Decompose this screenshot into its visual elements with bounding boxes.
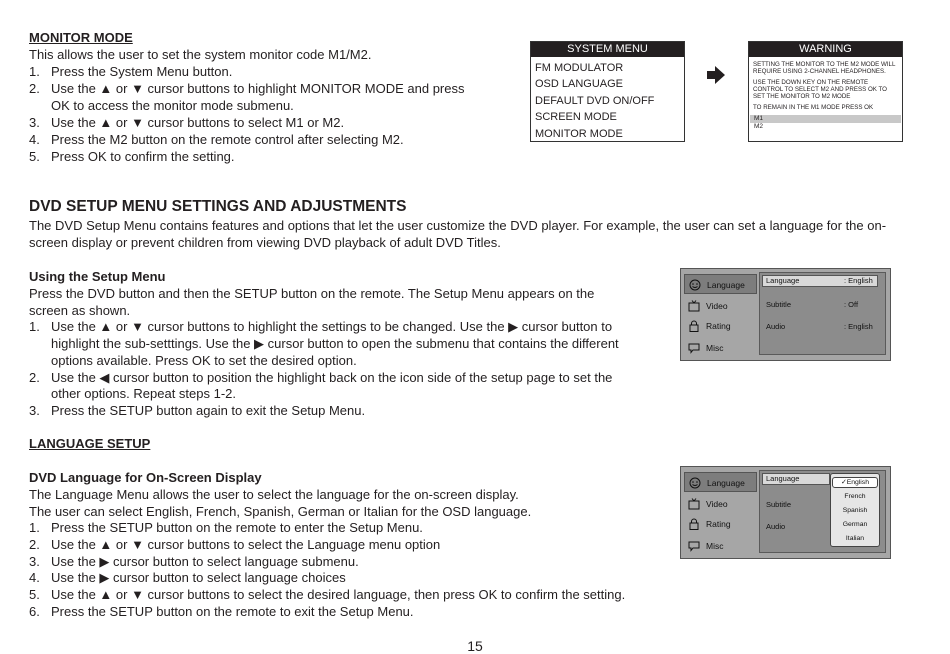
step-number: 4.: [29, 132, 40, 147]
tv-icon: [688, 300, 700, 312]
sidebar-item-label: Misc: [706, 343, 724, 353]
warning-figure: [748, 41, 903, 142]
step-number: 3.: [29, 115, 40, 130]
step-text: Use the ▶ cursor button to select language submenu.: [51, 554, 359, 569]
system-menu-item: SCREEN MODE: [535, 111, 617, 124]
step-number: 5.: [29, 587, 40, 602]
sidebar-item-label: Misc: [706, 541, 724, 551]
setting-label: Language: [766, 474, 800, 483]
system-menu-title: SYSTEM MENU: [531, 42, 684, 57]
step-number: 2.: [29, 537, 40, 552]
step-number: 1.: [29, 64, 40, 79]
step-number: 5.: [29, 149, 40, 164]
osd-language-heading: DVD Language for On-Screen Display: [29, 470, 262, 485]
step-text: Use the ▶ cursor button to select language choices: [51, 570, 346, 585]
step-text: Press the SETUP button on the remote to exit the Setup Menu.: [51, 604, 414, 619]
sidebar-item-label: Rating: [706, 321, 731, 331]
setting-value: : Off: [844, 300, 859, 309]
page-number: 15: [467, 638, 483, 654]
sidebar-item-rating: [684, 514, 757, 534]
dropdown-option: Spanish: [842, 507, 868, 514]
setting-value: : English: [844, 276, 873, 285]
tv-icon: [688, 498, 700, 510]
setting-label: Audio: [766, 322, 786, 331]
setting-label: Language: [766, 276, 800, 285]
lock-icon: [688, 320, 700, 332]
step-text: options available. Press OK to set the desired option.: [51, 353, 357, 368]
sidebar-item-label: Rating: [706, 519, 731, 529]
step-text: Use the ▲ or ▼ cursor buttons to select M1 or M2.: [51, 115, 345, 130]
setup-menu-panel: [759, 470, 886, 553]
sidebar-item-language: [684, 274, 757, 294]
step-text: Use the ◀ cursor button to position the highlight back on the icon side of the setup page to set the: [51, 370, 613, 385]
step-text: OK to access the monitor mode submenu.: [51, 98, 294, 113]
dropdown-option-selected: ✓English: [832, 477, 878, 488]
monitor-mode-heading: MONITOR MODE: [29, 30, 133, 45]
language-setup-text: The Language Menu allows the user to select the language for the on-screen display.: [29, 487, 519, 502]
system-menu-item: OSD LANGUAGE: [535, 78, 624, 91]
language-menu-figure: [680, 466, 891, 559]
step-text: Press the SETUP button again to exit the Setup Menu.: [51, 403, 366, 418]
setting-label: Subtitle: [766, 500, 792, 509]
dropdown-option: French: [844, 493, 866, 500]
sidebar-item-label: Video: [706, 499, 728, 509]
warning-title: WARNING: [749, 42, 902, 57]
step-text: Use the ▲ or ▼ cursor buttons to highlight the settings to be changed. Use the ▶ cursor button to: [51, 319, 613, 334]
step-number: 3.: [29, 403, 40, 418]
using-setup-heading: Using the Setup Menu: [29, 269, 166, 284]
setup-menu-figure: [680, 268, 891, 361]
dvd-setup-text: The DVD Setup Menu contains features and options that let the user customize the DVD player. For example, the user can set a language for the on-: [29, 218, 887, 233]
step-text: other options. Repeat steps 1-2.: [51, 386, 237, 401]
dvd-setup-heading: DVD SETUP MENU SETTINGS AND ADJUSTMENTS: [29, 198, 407, 215]
dvd-setup-text: screen display or prevent children from viewing DVD playback of adult DVD Titles.: [29, 235, 501, 250]
system-menu-figure: [530, 41, 685, 142]
sidebar-item-label: Language: [707, 478, 745, 488]
sidebar-item-rating: [684, 316, 757, 336]
system-menu-item: MONITOR MODE: [535, 127, 623, 140]
setup-menu-panel: [759, 272, 886, 355]
sidebar-item-misc: [684, 338, 757, 358]
step-text: Use the ▲ or ▼ cursor buttons to select the Language menu option: [51, 537, 441, 552]
setting-value: : English: [844, 322, 873, 331]
setup-menu-sidebar: [684, 272, 757, 355]
step-number: 2.: [29, 81, 40, 96]
language-setup-heading: LANGUAGE SETUP: [29, 436, 151, 451]
using-setup-text: screen as shown.: [29, 303, 131, 318]
setup-menu-sidebar: [684, 470, 757, 553]
language-dropdown: [830, 473, 880, 547]
step-text: Press the System Menu button.: [51, 64, 233, 79]
speech-bubble-icon: [688, 342, 700, 354]
step-text: Press the SETUP button on the remote to enter the Setup Menu.: [51, 520, 423, 535]
setting-label: Audio: [766, 522, 786, 531]
step-number: 4.: [29, 570, 40, 585]
step-text: Use the ▲ or ▼ cursor buttons to highlight MONITOR MODE and press: [51, 81, 465, 96]
dropdown-option: Italian: [845, 535, 865, 542]
sidebar-item-video: [684, 296, 757, 316]
sidebar-item-label: Language: [707, 280, 745, 290]
step-number: 3.: [29, 554, 40, 569]
sidebar-item-misc: [684, 536, 757, 556]
system-menu-item: DEFAULT DVD ON/OFF: [535, 94, 655, 107]
smiley-icon: [689, 279, 701, 291]
step-text: Press the M2 button on the remote control after selecting M2.: [51, 132, 404, 147]
step-text: Press OK to confirm the setting.: [51, 149, 235, 164]
smiley-icon: [689, 477, 701, 489]
dropdown-option: German: [842, 521, 868, 528]
using-setup-text: Press the DVD button and then the SETUP button on the remote. The Setup Menu appears on the: [29, 286, 595, 301]
language-setup-text: The user can select English, French, Spanish, German or Italian for the OSD language.: [29, 504, 532, 519]
sidebar-item-language: [684, 472, 757, 492]
monitor-mode-intro: This allows the user to set the system monitor code M1/M2.: [29, 47, 372, 62]
step-number: 6.: [29, 604, 40, 619]
system-menu-item: FM MODULATOR: [535, 62, 624, 74]
sidebar-item-label: Video: [706, 301, 728, 311]
right-arrow-icon: [707, 66, 725, 84]
monitor-option-m2: M2: [754, 123, 764, 130]
warning-text: TO REMAIN IN THE M1 MODE PRESS OK: [753, 104, 874, 111]
step-number: 2.: [29, 370, 40, 385]
monitor-option-m1: M1: [750, 115, 901, 123]
step-text: Use the ▲ or ▼ cursor buttons to select the desired language, then press OK to confirm the setting.: [51, 587, 626, 602]
warning-text: SETTING THE MONITOR TO THE M2 MODE WILL REQUIRE USING 2-CHANNEL HEADPHONES.: [753, 61, 896, 75]
sidebar-item-video: [684, 494, 757, 514]
step-number: 1.: [29, 319, 40, 334]
warning-text: USE THE DOWN KEY ON THE REMOTE CONTROL TO SELECT M2 AND PRESS OK TO SET THE MONITOR TO M2 MODE: [753, 79, 887, 100]
step-text: highlight the sub-setttings. Use the ▶ cursor button to open the submenu that contains the different: [51, 336, 619, 351]
setting-label: Subtitle: [766, 300, 792, 309]
step-number: 1.: [29, 520, 40, 535]
speech-bubble-icon: [688, 540, 700, 552]
lock-icon: [688, 518, 700, 530]
